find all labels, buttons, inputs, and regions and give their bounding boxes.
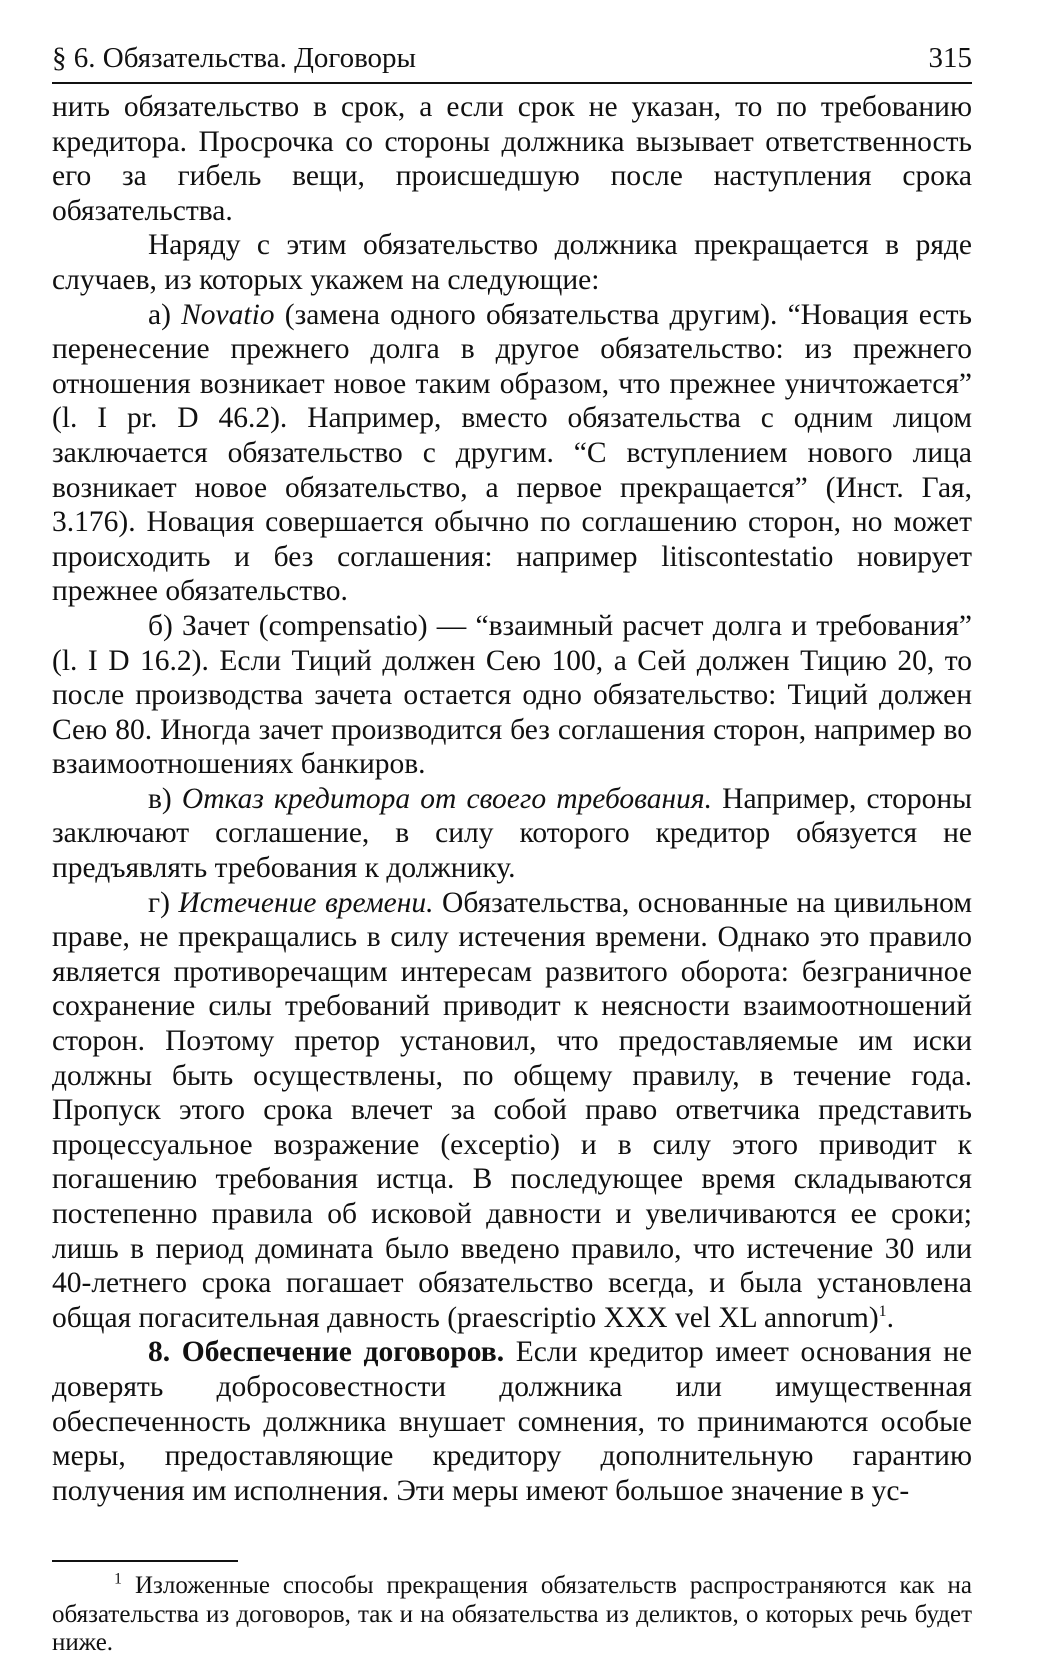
paragraph-refusal bbox=[52, 782, 972, 886]
footnote-marker: 1 bbox=[114, 1571, 122, 1589]
paragraph-compensatio bbox=[52, 609, 972, 782]
main-text bbox=[52, 90, 972, 1508]
book-page bbox=[52, 40, 972, 1658]
paragraph-text: Обязательства, основанные на цивильном праве, не прекращались в силу истечения времени. Однако это правило является противоречащим интересам развитого оборота: безграничное сохранение силы требований приводит к неясности взаимоотношений сторон. Поэтому претор установил, что предоставляемые им иски должны быть осуществлены, по общему правилу, в течение года. Пропуск этого срока влечет за собой право ответчика представить процессуальное возражение (exceptio) и в силу этого приводит к погашению требования истца. В последующее время складываются постепенно правила об исковой давности и увеличиваются ее сроки; лишь в период домината было введено правило, что истечение 30 или 40-летнего срока погашает обязательство всегда, и была установлена общая погасительная давность (praescriptio XXX vel XL annorum) bbox=[52, 886, 972, 1334]
footnote-divider bbox=[52, 1560, 238, 1562]
paragraph-text: (замена одного обязательства другим). “Новация есть перенесение прежнего долга в другое обязательство: из прежнего отношения возникает новое таким образом, что прежнее уничтожается” (l. I pr. D 46.2). Например, вместо обязательства с одним лицом заключается обязательство с другим. “С вступлением нового лица возникает новое обязательство, а первое прекращается” (Инст. Гая, 3.176). Новация совершается обычно по соглашению сторон, но может происходить и без соглашения: например litiscontestatio новирует прежнее обязательство. bbox=[52, 298, 972, 608]
paragraph-prescription bbox=[52, 886, 972, 1336]
paragraph-text: нить обязательство в срок, а если срок не указан, то по требованию кредитора. Просрочка со стороны должника вызывает ответственность его за гибель вещи, происшедшую после наступления срока обязательства. bbox=[52, 91, 972, 227]
paragraph-securing-contracts bbox=[52, 1335, 972, 1508]
section-title: § 6. Обязательства. Договоры bbox=[52, 42, 417, 74]
paragraph-continuation bbox=[52, 90, 972, 228]
paragraph-text: б) Зачет (compensatio) — “взаимный расчет долга и требования” (l. I D 16.2). Если Тиций должен Сею 100, а Сей должен Тицию 20, то после производства зачета остается одно обязательство: Тиций должен Сею 80. Иногда зачет производится без соглашения сторон, например во взаимоотношениях банкиров. bbox=[52, 609, 972, 781]
paragraph-text: Например, стороны заключают соглашение, в силу которого кредитор обязуется не предъявлять требования к должнику. bbox=[52, 782, 972, 885]
footnotes bbox=[52, 1572, 972, 1658]
list-marker: г) bbox=[148, 886, 179, 919]
paragraph-novatio bbox=[52, 298, 972, 609]
paragraph-end: . bbox=[886, 1301, 895, 1334]
paragraph-intro bbox=[52, 228, 972, 297]
paragraph-text: Если кредитор имеет основания не доверять добросовестности должника или имущественная обеспеченность должника внушает сомнения, то принимаются особые меры, предоставляющие кредитору дополнительную гарантию получения им исполнения. Эти меры имеют большое значение в ус- bbox=[52, 1336, 972, 1507]
section-heading: 8. Обеспечение договоров. bbox=[148, 1336, 505, 1369]
italic-heading: Отказ кредитора от своего требования. bbox=[181, 782, 713, 815]
list-marker: в) bbox=[148, 782, 182, 815]
footnote-reference[interactable]: 1 bbox=[878, 1302, 887, 1320]
paragraph-text: Наряду с этим обязательство должника прекращается в ряде случаев, из которых укажем на следующие: bbox=[52, 229, 972, 296]
page-number: 315 bbox=[928, 42, 972, 74]
footnote-text: Изложенные способы прекращения обязательств распространяются как на обязательства из договоров, так и на обязательства из деликтов, о которых речь будет ниже. bbox=[52, 1572, 972, 1657]
list-marker: а) bbox=[148, 298, 182, 331]
italic-heading: Истечение времени. bbox=[178, 886, 434, 919]
running-head bbox=[52, 40, 972, 84]
latin-term: Novatio bbox=[181, 298, 275, 331]
footnote bbox=[52, 1572, 972, 1658]
